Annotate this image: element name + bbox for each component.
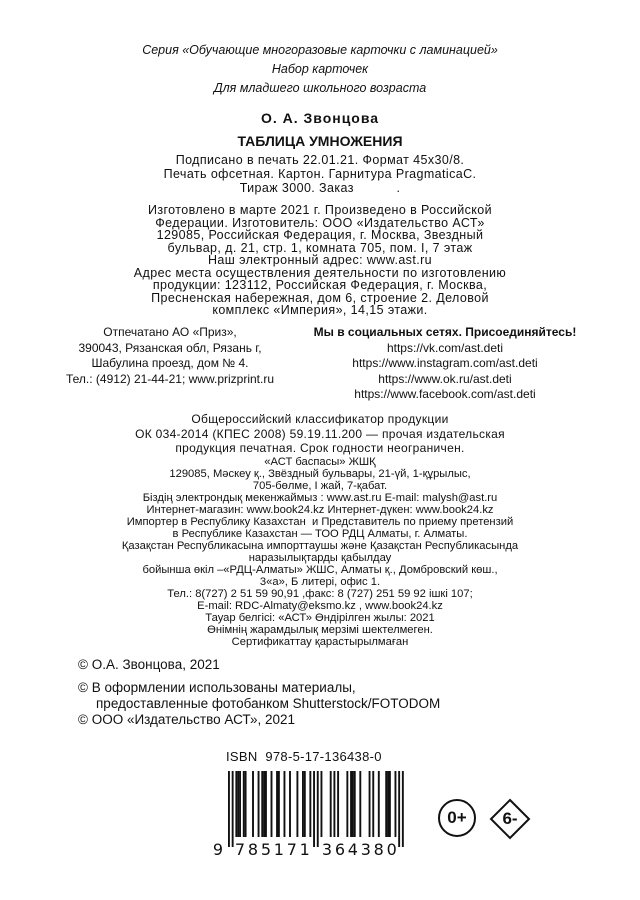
barcode-bar xyxy=(387,771,389,837)
barcode-bar xyxy=(263,771,265,837)
barcode-bar xyxy=(304,771,306,837)
printer-line: Тел.: (4912) 21-44-21; www.prizprint.ru xyxy=(65,371,274,386)
barcode-digit: 9 xyxy=(212,840,224,859)
barcode-bar xyxy=(337,771,339,837)
kz-line: Қазақстан Республикасына импорттаушы және Қазақстан Республикасында xyxy=(121,540,519,552)
kz-line: 129085, Мәскеу қ., Звёздный бульвары, 21-үй, 1-құрылыс, xyxy=(169,468,471,480)
maker-line: Наш электронный адрес: www.ast.ru xyxy=(208,253,432,267)
social-link-instagram[interactable]: https://www.instagram.com/ast.deti xyxy=(352,356,538,370)
imprint-line: Подписано в печать 22.01.21. Формат 45x30/8. xyxy=(175,153,465,167)
imprint-line: Печать офсетная. Картон. Гарнитура PragmaticaC. xyxy=(163,167,477,181)
printer-line: Отпечатано АО «Приз», xyxy=(103,325,237,339)
copyright-block xyxy=(78,657,440,735)
age-rating-badge: 0+ xyxy=(438,799,476,837)
barcode-digit: 5 xyxy=(260,840,272,859)
copyright-design-cont: предоставленные фотобанком Shutterstock/FOTODOM xyxy=(96,696,441,711)
barcode-digit: 0 xyxy=(386,840,397,859)
barcode xyxy=(214,771,414,857)
barcode-bar xyxy=(398,771,400,847)
maker-line: Изготовлено в марте 2021 г. Произведено в Российской xyxy=(147,203,492,217)
kz-line: Сертификаттау қарастырылмаған xyxy=(231,636,409,648)
kz-line: Интернет-магазин: www.book24.kz Интернет-дүкен: www.book24.kz xyxy=(146,504,494,516)
barcode-digit: 6 xyxy=(334,840,346,859)
barcode-bar xyxy=(321,771,323,837)
barcode-bar xyxy=(235,771,237,837)
maker-line: Федерации. Изготовитель: ООО «Издательство АСТ» xyxy=(155,215,485,230)
kz-line: бойынша өкіл –«РДЦ-Алматы» ЖШС, Алматы қ., Домбровский көш., xyxy=(142,564,498,576)
maker-line: Пресненская набережная, дом 6, строение 2. Деловой xyxy=(151,290,489,305)
barcode-bar xyxy=(237,771,239,837)
barcode-bar xyxy=(346,771,348,837)
product-classifier xyxy=(0,412,640,456)
barcode-bar xyxy=(284,771,286,837)
barcode-bar xyxy=(389,771,391,837)
barcode-digit: 8 xyxy=(247,840,259,859)
manufacturer-info xyxy=(0,204,640,317)
series-line: Набор карточек xyxy=(271,62,369,76)
barcode-bar xyxy=(402,771,404,847)
barcode-bar xyxy=(271,771,273,837)
printer-line: Шабулина проезд, дом № 4. xyxy=(91,356,249,370)
maker-line: бульвар, д. 21, стр. 1, комната 705, пом. I, 7 этаж xyxy=(167,240,473,255)
barcode-bar xyxy=(245,771,247,837)
series-line: Серия «Обучающие многоразовые карточки с ламинацией» xyxy=(142,43,498,57)
barcode-bar xyxy=(317,771,319,847)
barcode-bar xyxy=(333,771,335,837)
kz-line: «АСТ баспасы» ЖШҚ xyxy=(264,456,376,468)
classifier-line: Общероссийский классификатор продукции xyxy=(191,412,449,426)
printer-info xyxy=(40,325,300,387)
kz-line: Тауар белгісі: «АСТ» Өндірілген жылы: 2021 xyxy=(205,612,435,624)
barcode-digit: 8 xyxy=(373,840,384,859)
barcode-digit: 4 xyxy=(347,840,358,859)
barcode-bar xyxy=(330,771,332,837)
barcode-digit: 3 xyxy=(321,840,333,859)
barcode-bar xyxy=(258,771,260,837)
copyright-publisher: © ООО «Издательство АСТ», 2021 xyxy=(78,712,296,727)
copyright-author: © О.А. Звонцова, 2021 xyxy=(78,657,220,672)
barcode-bar xyxy=(352,771,354,837)
barcode-bar xyxy=(232,771,234,847)
classifier-line: продукция печатная. Срок годности неограничен. xyxy=(175,441,465,455)
kz-line: Импортер в Республику Казахстан и Представитель по приему претензий xyxy=(126,516,514,528)
kz-line: наразылықтарды қабылдау xyxy=(248,552,392,564)
book-title: ТАБЛИЦА УМНОЖЕНИЯ xyxy=(237,133,403,149)
social-links xyxy=(300,325,590,403)
social-heading: Мы в социальных сетях. Присоединяйтесь! xyxy=(313,325,577,339)
barcode-bar xyxy=(378,771,380,837)
kz-line: E-mail: RDC-Almaty@eksmo.kz , www.book24.kz xyxy=(197,600,443,612)
barcode-bar xyxy=(289,771,291,837)
barcode-bar xyxy=(276,771,278,837)
social-link-facebook[interactable]: https://www.facebook.com/ast.deti xyxy=(354,387,536,401)
barcode-digit: 1 xyxy=(273,840,284,859)
barcode-bar xyxy=(265,771,267,837)
isbn-number: ISBN 978-5-17-136438-0 xyxy=(226,749,382,764)
social-link-ok[interactable]: https://www.ok.ru/ast.deti xyxy=(378,371,512,386)
barcode-bar xyxy=(354,771,356,837)
maker-line: продукции: 123112, Российская Федерация, г. Москва, xyxy=(152,278,488,292)
barcode-bar xyxy=(309,771,311,837)
barcode-bar xyxy=(395,771,397,837)
kz-line: Тел.: 8(727) 2 51 59 90,91 ,факс: 8 (727) 251 59 92 ішкі 107; xyxy=(167,588,473,600)
maker-line: комплекс «Империя», 14,15 этажи. xyxy=(212,303,428,317)
print-details xyxy=(0,153,640,195)
barcode-bar xyxy=(372,771,374,837)
classifier-line: ОК 034-2014 (КПЕС 2008) 59.19.11.200 — прочая издательская xyxy=(135,426,505,441)
barcode-bar xyxy=(261,771,263,837)
barcode-bar xyxy=(243,771,245,837)
kz-line: Өнімнің жарамдылық мерзімі шектелмеген. xyxy=(207,624,433,636)
barcode-digit: 7 xyxy=(286,840,297,859)
barcode-bar xyxy=(350,771,352,837)
barcode-digit: 1 xyxy=(299,840,310,859)
barcode-digit: 3 xyxy=(360,840,371,859)
barcode-digit: 7 xyxy=(234,840,246,859)
age-recommendation-label: 6- xyxy=(502,809,518,828)
barcode-bar xyxy=(313,771,315,847)
barcode-bar xyxy=(278,771,280,837)
copyright-design: © В оформлении использованы материалы, xyxy=(78,680,356,695)
series-info xyxy=(0,41,640,98)
kz-line: 705-бөлме, I жай, 7-қабат. xyxy=(252,480,388,492)
barcode-bar xyxy=(369,771,371,837)
series-line: Для младшего школьного возраста xyxy=(213,81,427,95)
barcode-bar xyxy=(296,771,298,837)
kz-line: Біздің электрондық мекенжаймыз : www.ast.ru E-mail: malysh@ast.ru xyxy=(142,492,498,504)
barcode-bar xyxy=(252,771,254,837)
barcode-bar xyxy=(302,771,304,837)
barcode-bar xyxy=(385,771,387,837)
kz-line: 3«а», Б литері, офис 1. xyxy=(259,576,381,588)
imprint-line: Тираж 3000. Заказ . xyxy=(239,181,401,195)
author-name: О. А. Звонцова xyxy=(260,110,380,126)
maker-line: 129085, Российская Федерация, г. Москва, Звездный xyxy=(156,228,484,242)
age-recommendation-badge xyxy=(490,799,530,839)
kazakhstan-info xyxy=(0,456,640,648)
maker-line: Адрес места осуществления деятельности по изготовлению xyxy=(133,265,507,280)
printer-line: 390043, Рязанская обл, Рязань г, xyxy=(78,340,262,355)
social-link-vk[interactable]: https://vk.com/ast.deti xyxy=(386,340,504,355)
kz-line: в Республике Казахстан — ТОО РДЦ Алматы, г. Алматы. xyxy=(172,528,468,540)
barcode-bar xyxy=(228,771,230,847)
barcode-bar xyxy=(239,771,241,837)
barcode-bar xyxy=(359,771,361,837)
